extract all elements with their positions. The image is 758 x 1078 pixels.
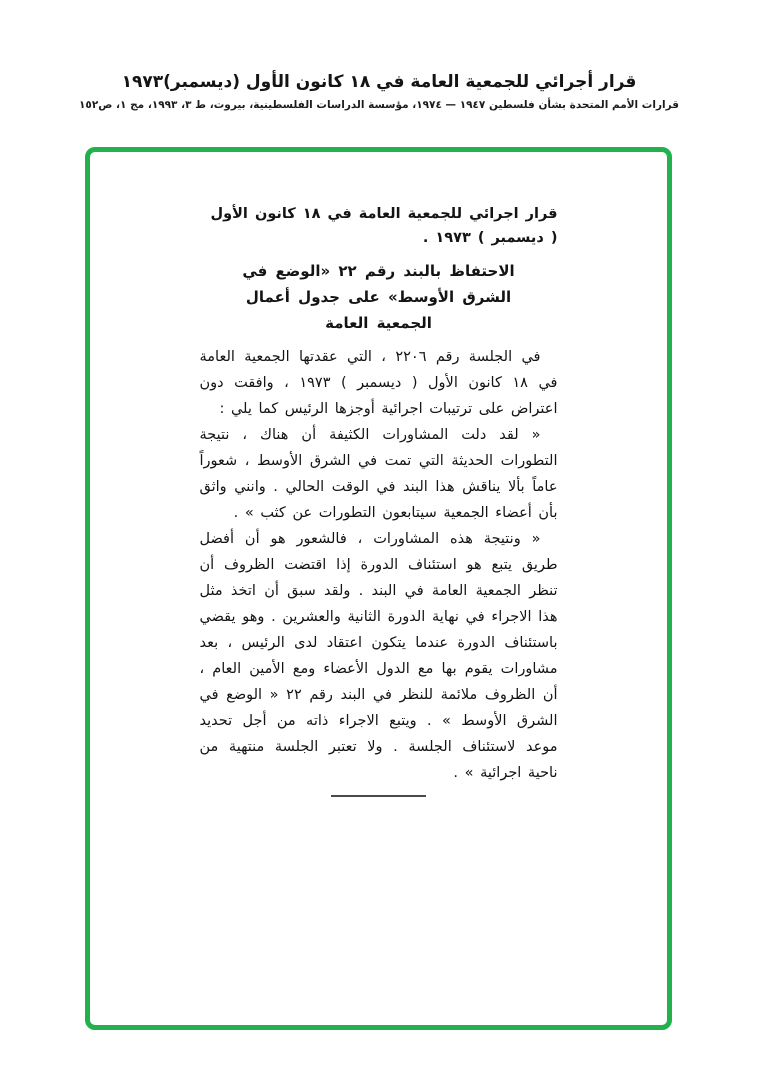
paragraph: « لقد دلت المشاورات الكثيفة أن هناك ، نتيجة التطورات الحديثة التي تمت في الشرق الأوسط ، شعوراً عاماً بألا يناقش هذا البند في الوقت الحالي . وانني واثق بأن أعضاء الجمعية سيتابعون التطورات عن كثب » . bbox=[199, 427, 558, 521]
document-title: قرار اجرائي للجمعية العامة في ١٨ كانون الأول ( ديسمبر ) ١٩٧٣ . bbox=[210, 206, 558, 246]
heading-line: الشرق الأوسط» على جدول أعمال bbox=[245, 288, 512, 306]
heading-line: الجمعية العامة bbox=[325, 314, 432, 332]
document-body bbox=[200, 202, 558, 797]
heading-line: الاحتفاظ بالبند رقم ٢٢ «الوضع في bbox=[242, 262, 515, 280]
document-heading bbox=[200, 258, 558, 336]
page-header bbox=[0, 72, 758, 111]
paragraph: في الجلسة رقم ٢٢٠٦ ، التي عقدتها الجمعية العامة في ١٨ كانون الأول ( ديسمبر ) ١٩٧٣ ، وافقت دون اعتراض على ترتيبات اجرائية أوجزها الرئيس كما يلي : bbox=[199, 349, 558, 417]
citation-line: قرارات الأمم المتحدة بشأن فلسطين ١٩٤٧ — ١٩٧٤، مؤسسة الدراسات الفلسطينية، بيروت، ط ٣، ١٩٩٣، مج ١، ص١٥٢ bbox=[79, 99, 679, 111]
page-title: قرار أجرائي للجمعية العامة في ١٨ كانون الأول (ديسمبر)١٩٧٣ bbox=[121, 72, 637, 92]
document-frame bbox=[85, 147, 672, 1030]
end-divider bbox=[331, 795, 426, 797]
paragraph: « ونتيجة هذه المشاورات ، فالشعور هو أن أفضل طريق يتبع هو استئناف الدورة إذا اقتضت الظروف أن تنظر الجمعية العامة في البند . ولقد سبق أن اتخذ مثل هذا الاجراء في نهاية الدورة الثانية والعشرين . وهو يقضي باستئناف الدورة عندما يتكون اعتقاد لدى الرئيس ، بعد مشاورات يقوم بها مع الدول الأعضاء ومع الأمين العام ، أن الظروف ملائمة للنظر في البند رقم ٢٢ « الوضع في الشرق الأوسط » . ويتبع الاجراء ذاته من أجل تحديد موعد لاستئناف الجلسة . ولا تعتبر الجلسة منتهية من ناحية اجرائية » . bbox=[199, 531, 558, 781]
